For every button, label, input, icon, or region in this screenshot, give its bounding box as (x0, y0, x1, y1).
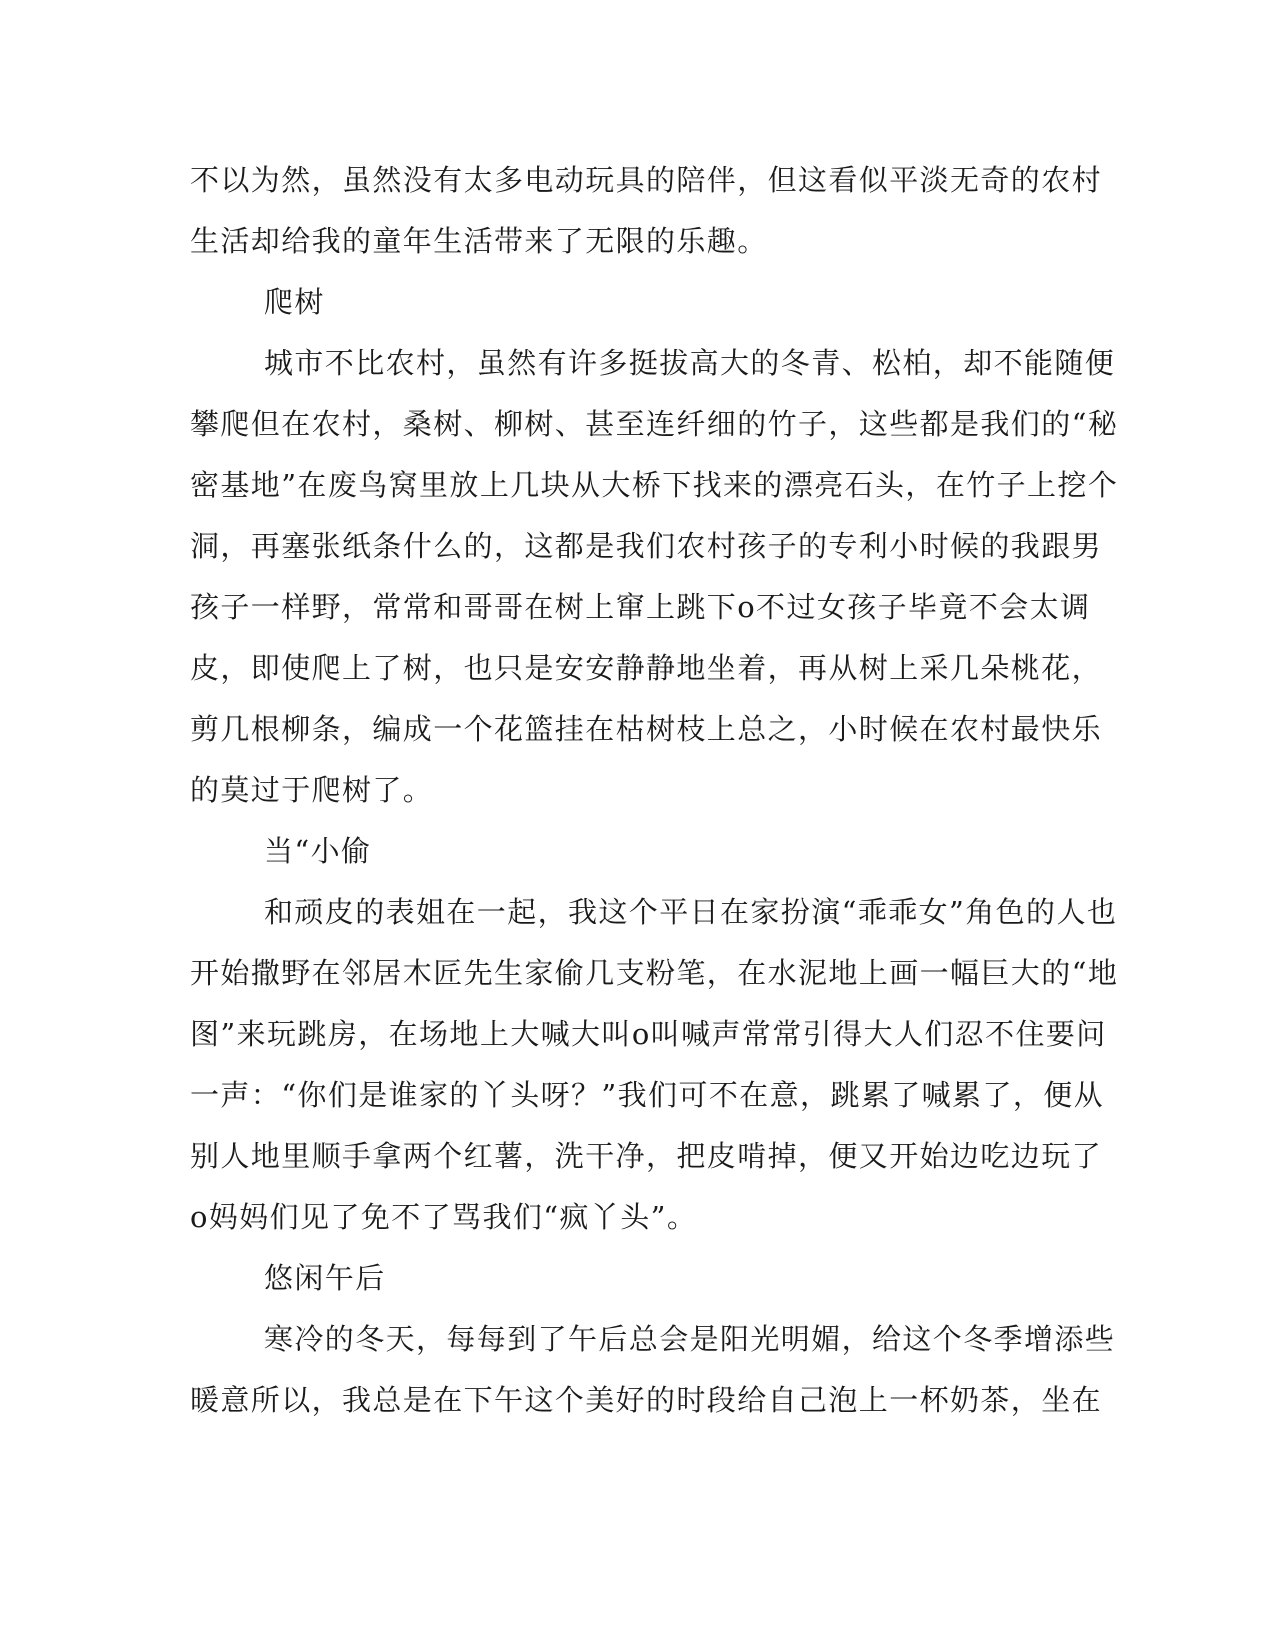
text-line: 攀爬但在农村，桑树、柳树、甚至连纤细的竹子，这些都是我们的“秘 (190, 407, 1119, 441)
text-line: 不以为然，虽然没有太多电动玩具的陪伴，但这看似平淡无奇的农村 (190, 163, 1103, 197)
text-line: 开始撒野在邻居木匠先生家偷几支粉笔，在水泥地上画一幅巨大的“地 (190, 956, 1119, 990)
text-line: 别人地里顺手拿两个红薯，洗干净，把皮啃掉，便又开始边吃边玩了 (190, 1139, 1103, 1173)
body-text (190, 150, 1119, 1431)
text-line: 生活却给我的童年生活带来了无限的乐趣。 (190, 224, 768, 258)
section-heading: 当“小偷 (264, 834, 372, 868)
text-line: 寒冷的冬天，每每到了午后总会是阳光明媚，给这个冬季增添些 (264, 1322, 1116, 1356)
text-line: 密基地”在废鸟窝里放上几块从大桥下找来的漂亮石头，在竹子上挖个 (190, 468, 1119, 502)
text-line: 皮，即使爬上了树，也只是安安静静地坐着，再从树上采几朵桃花， (190, 651, 1103, 685)
text-line: 和顽皮的表姐在一起，我这个平日在家扮演“乖乖女”角色的人也 (264, 895, 1118, 929)
text-line: 孩子一样野，常常和哥哥在树上窜上跳下o不过女孩子毕竟不会太调 (190, 590, 1091, 624)
text-line: 图”来玩跳房，在场地上大喊大叫o叫喊声常常引得大人们忍不住要问 (190, 1017, 1107, 1051)
text-line: 城市不比农村，虽然有许多挺拔高大的冬青、松柏，却不能随便 (264, 346, 1116, 380)
text-line: 一声：“你们是谁家的丫头呀？”我们可不在意，跳累了喊累了，便从 (190, 1078, 1105, 1112)
text-line: 洞，再塞张纸条什么的，这都是我们农村孩子的专利小时候的我跟男 (190, 529, 1103, 563)
section-heading: 爬树 (264, 285, 325, 319)
text-line: o妈妈们见了免不了骂我们“疯丫头”。 (190, 1200, 698, 1234)
text-line: 剪几根柳条，编成一个花篮挂在枯树枝上总之，小时候在农村最快乐 (190, 712, 1103, 746)
section-heading: 悠闲午后 (264, 1261, 386, 1295)
text-line: 的莫过于爬树了。 (190, 773, 434, 807)
text-line: 暖意所以，我总是在下午这个美好的时段给自己泡上一杯奶茶，坐在 (190, 1383, 1103, 1417)
